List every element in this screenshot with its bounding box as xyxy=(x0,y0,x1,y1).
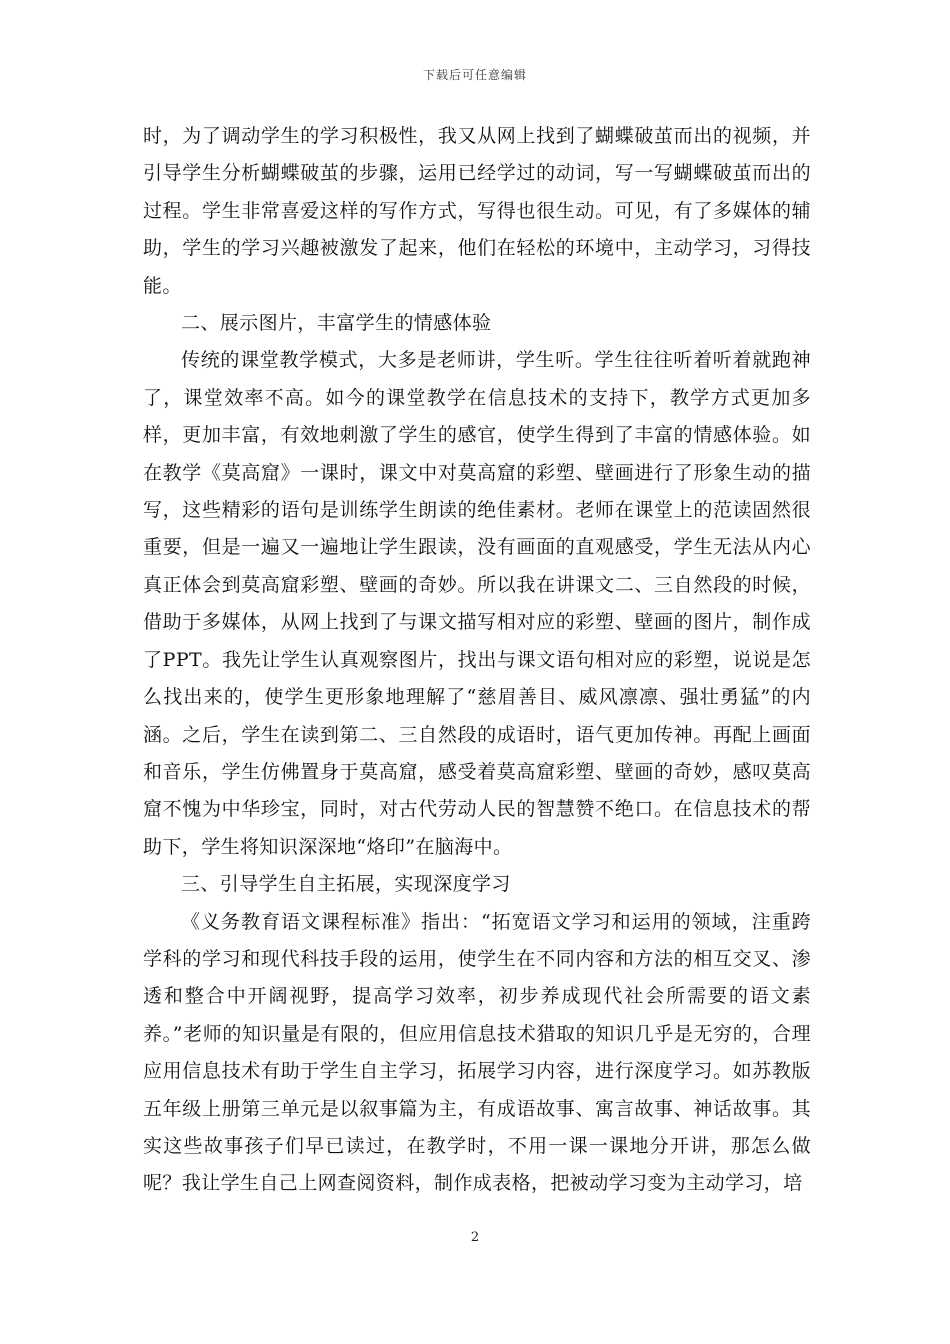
section-heading-2: 二、展示图片，丰富学生的情感体验 xyxy=(181,312,492,335)
paragraph-images: 传统的课堂教学模式，大多是老师讲，学生听。学生往往听着听着就跑神了，课堂效率不高。如今的课堂教学在信息技术的支持下，教学方式更加多样，更加丰富，有效地刺激了学生的感官，使学生得到了丰富的情感体验。如在教学《莫高窟》一课时，课文中对莫高窟的彩塑、壁画进行了形象生动的描写，这些精彩的语句是训练学生朗读的绝佳素材。老师在课堂上的范读固然很重要，但是一遍又一遍地让学生跟读，没有画面的直观感受，学生无法从内心真正体会到莫高窟彩塑、壁画的奇妙。所以我在讲课文二、三自然段的时候，借助于多媒体，从网上找到了与课文描写相对应的彩塑、壁画的图片，制作成了PPT。我先让学生认真观察图片，找出与课文语句相对应的彩塑，说说是怎么找出来的，使学生更形象地理解了“慈眉善目、威风凛凛、强壮勇猛”的内涵。之后，学生在读到第二、三自然段的成语时，语气更加传神。再配上画面和音乐，学生仿佛置身于莫高窟，感受着莫高窟彩塑、壁画的奇妙，感叹莫高窟不愧为中华珍宝，同时，对古代劳动人民的智慧赞不绝口。在信息技术的帮助下，学生将知识深深地“烙印”在脑海中。 xyxy=(143,349,811,858)
paragraph-extension: 《义务教育语文课程标准》指出：“拓宽语文学习和运用的领域，注重跨学科的学习和现代科技手段的运用，使学生在不同内容和方法的相互交叉、渗透和整合中开阔视野，提高学习效率，初步养成现代社会所需要的语文素养。”老师的知识量是有限的，但应用信息技术猎取的知识几乎是无穷的，合理应用信息技术有助于学生自主学习，拓展学习内容，进行深度学习。如苏教版五年级上册第三单元是以叙事篇为主，有成语故事、寓言故事、神话故事。其实这些故事孩子们早已读过，在教学时，不用一课一课地分开讲，那怎么做呢？我让学生自己上网查阅资料，制作成表格，把被动学习变为主动学习，培 xyxy=(143,910,811,1195)
document-body xyxy=(143,118,811,1203)
page-number: 2 xyxy=(470,1230,480,1245)
section-heading-3: 三、引导学生自主拓展，实现深度学习 xyxy=(181,873,511,896)
paragraph-continuation: 时，为了调动学生的学习积极性，我又从网上找到了蝴蝶破茧而出的视频，并引导学生分析蝴蝶破茧的步骤，运用已经学过的动词，写一写蝴蝶破茧而出的过程。学生非常喜爱这样的写作方式，写得也很生动。可见，有了多媒体的辅助，学生的学习兴趣被激发了起来，他们在轻松的环境中，主动学习，习得技能。 xyxy=(143,125,811,297)
page-header: 下载后可任意编辑 xyxy=(422,68,527,82)
